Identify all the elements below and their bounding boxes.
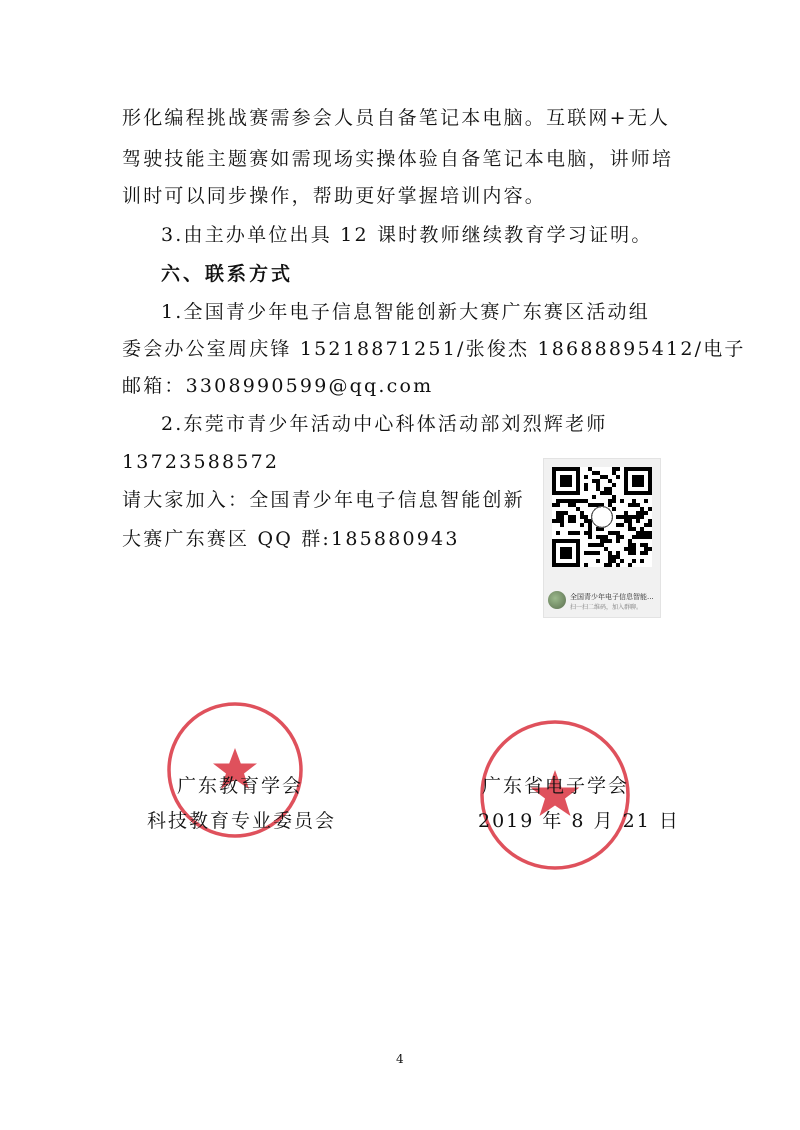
section-heading: 六、联系方式 (161, 263, 294, 285)
signature-org-left-sub: 科技教育专业委员会 (147, 810, 337, 832)
page-number: 4 (396, 1052, 404, 1066)
qr-code-icon (552, 467, 652, 567)
body-text-line: 大赛广东赛区 QQ 群:185880943 (122, 528, 460, 550)
body-text-line: 形化编程挑战赛需参会人员自备笔记本电脑。互联网+无人 (122, 107, 671, 129)
signature-org-right: 广东省电子学会 (482, 775, 630, 797)
body-text-line: 请大家加入：全国青少年电子信息智能创新 (122, 489, 525, 511)
body-text-line: 13723588572 (122, 451, 280, 473)
group-avatar-icon (548, 591, 566, 609)
body-text-line: 1.全国青少年电子信息智能创新大赛广东赛区活动组 (161, 301, 650, 323)
body-text-line: 训时可以同步操作，帮助更好掌握培训内容。 (122, 185, 547, 207)
body-text-line: 驾驶技能主题赛如需现场实操体验自备笔记本电脑，讲师培 (122, 148, 674, 170)
signature-date: 2019 年 8 月 21 日 (478, 810, 680, 832)
qr-hint: 扫一扫二维码，加入群聊。 (570, 604, 643, 611)
qr-footer (544, 589, 660, 617)
body-text-line: 3.由主办单位出具 12 课时教师继续教育学习证明。 (161, 224, 653, 246)
body-text-line: 邮箱：3308990599@qq.com (122, 375, 434, 397)
body-text-line: 委会办公室周庆锋 15218871251/张俊杰 18688895412/电子 (122, 338, 746, 360)
body-text-line: 2.东莞市青少年活动中心科体活动部刘烈辉老师 (161, 413, 608, 435)
qq-group-qr-card (543, 458, 661, 618)
qr-group-name: 全国青少年电子信息智能... (570, 593, 654, 601)
signature-org-left: 广东教育学会 (177, 775, 304, 797)
